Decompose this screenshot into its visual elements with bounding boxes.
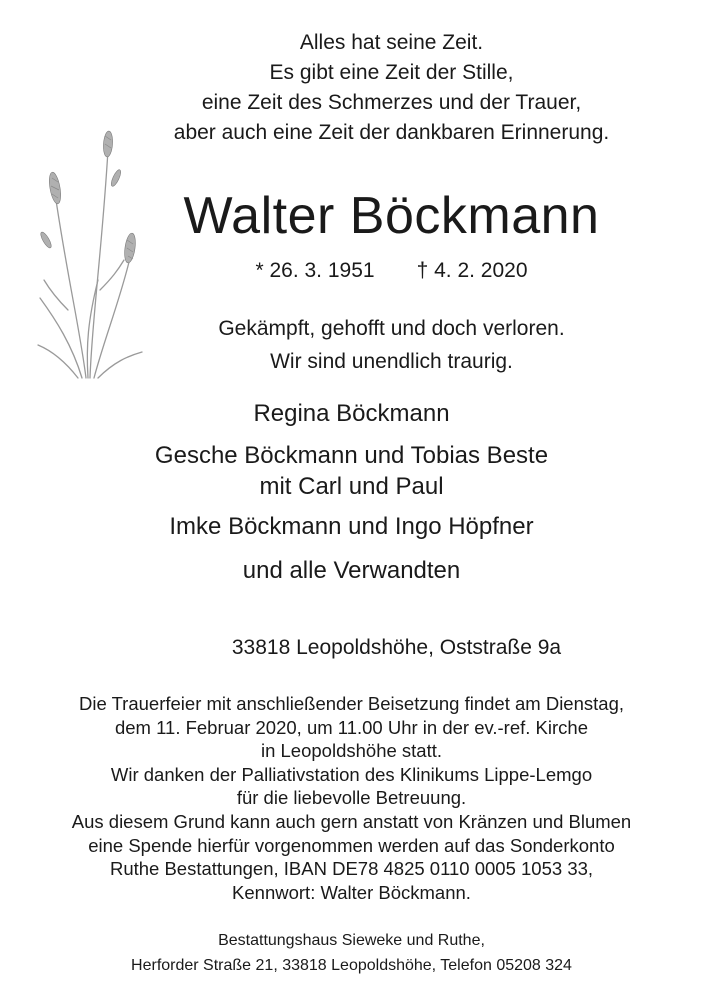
lament-text xyxy=(0,312,703,378)
motto-verse xyxy=(0,28,703,148)
lament-line: Wir sind unendlich traurig. xyxy=(270,350,513,373)
funeral-home-line: Herforder Straße 21, 33818 Leopoldshöhe, Telefon 05208 324 xyxy=(131,957,572,974)
notice-line: Aus diesem Grund kann auch gern anstatt von Kränzen und Blumen xyxy=(71,810,632,832)
life-dates xyxy=(0,257,703,285)
mourner-line: Gesche Böckmann und Tobias Beste xyxy=(154,442,549,469)
mourners-list xyxy=(0,395,703,590)
birth-date: * 26. 3. 1951 xyxy=(255,259,375,282)
lament-line: Gekämpft, gehofft und doch verloren. xyxy=(218,317,565,340)
mourner-line: und alle Verwandten xyxy=(242,557,461,584)
mourner-line: Regina Böckmann xyxy=(253,400,450,427)
notice-line: für die liebevolle Betreuung. xyxy=(236,787,467,809)
notice-line: Ruthe Bestattungen, IBAN DE78 4825 0110 0005 1053 33, xyxy=(109,858,594,880)
mourner-line: Imke Böckmann und Ingo Höpfner xyxy=(169,513,534,540)
notice-line: Die Trauerfeier mit anschließender Beisetzung findet am Dienstag, xyxy=(79,693,624,714)
motto-line: aber auch eine Zeit der dankbaren Erinnerung. xyxy=(173,121,610,144)
motto-line: Es gibt eine Zeit der Stille, xyxy=(269,61,514,84)
death-date: † 4. 2. 2020 xyxy=(416,259,528,282)
motto-line: Alles hat seine Zeit. xyxy=(299,31,484,54)
notice-line: in Leopoldshöhe statt. xyxy=(260,740,443,762)
funeral-home-info xyxy=(0,928,703,978)
mourner-line: mit Carl und Paul xyxy=(259,473,444,500)
notice-line: dem 11. Februar 2020, um 11.00 Uhr in der ev.-ref. Kirche xyxy=(114,716,588,738)
family-address: 33818 Leopoldshöhe, Oststraße 9a xyxy=(231,636,562,659)
funeral-home-line: Bestattungshaus Sieweke und Ruthe, xyxy=(218,932,485,949)
notice-line: eine Spende hierfür vorgenommen werden auf das Sonderkonto xyxy=(88,834,615,856)
notice-line: Wir danken der Palliativstation des Klinikums Lippe-Lemgo xyxy=(110,763,593,785)
notice-line: Kennwort: Walter Böckmann. xyxy=(232,881,471,903)
deceased-name: Walter Böckmann xyxy=(183,187,600,245)
motto-line: eine Zeit des Schmerzes und der Trauer, xyxy=(201,91,582,114)
funeral-notice xyxy=(0,692,703,904)
